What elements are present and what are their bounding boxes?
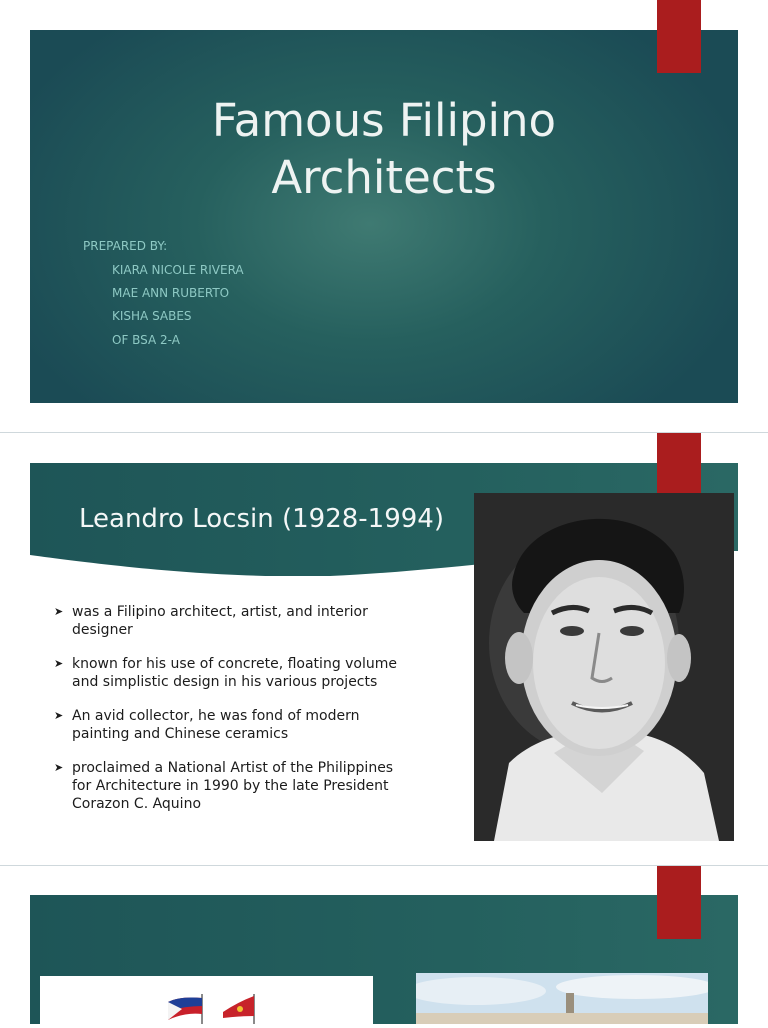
arrowhead-icon: ➤ bbox=[54, 605, 64, 618]
portrait-photo bbox=[474, 493, 734, 841]
author-section: OF BSA 2-A bbox=[112, 333, 180, 347]
arrowhead-icon: ➤ bbox=[54, 709, 64, 722]
bullet-text: known for his use of concrete, floating volume and simplistic design in his various projects bbox=[72, 656, 398, 690]
building-photo-left bbox=[40, 976, 373, 1024]
slide-divider bbox=[0, 865, 768, 866]
accent-tab bbox=[657, 866, 701, 939]
accent-tab bbox=[657, 0, 701, 73]
slide-title: Leandro Locsin (1928-1994) bbox=[79, 504, 444, 534]
bullet-text: An avid collector, he was fond of modern painting and Chinese ceramics bbox=[72, 708, 360, 742]
bullet-text: was a Filipino architect, artist, and interior designer bbox=[72, 604, 368, 638]
slide-title-line-2: Architects bbox=[271, 151, 497, 204]
portrait-illustration bbox=[474, 493, 734, 841]
flags-illustration bbox=[40, 976, 373, 1024]
author-name: MAE ANN RUBERTO bbox=[112, 286, 230, 300]
bullet-text: proclaimed a National Artist of the Philippines for Architecture in 1990 by the late President Corazon C. Aquino bbox=[72, 760, 394, 812]
sky-building-illustration bbox=[416, 973, 708, 1024]
arrowhead-icon: ➤ bbox=[54, 761, 64, 774]
bullet-item bbox=[54, 655, 410, 691]
bullet-item bbox=[54, 759, 410, 813]
bullet-item bbox=[54, 707, 410, 743]
bullet-list bbox=[54, 603, 410, 829]
arrowhead-icon: ➤ bbox=[54, 657, 64, 670]
bullet-item bbox=[54, 603, 410, 639]
slide-title bbox=[30, 92, 738, 206]
building-photo-right bbox=[416, 973, 708, 1024]
slide-title-line-1: Famous Filipino bbox=[211, 94, 557, 147]
prepared-by-label: PREPARED BY: bbox=[83, 239, 168, 253]
author-name: KISHA SABES bbox=[112, 309, 192, 323]
author-name: KIARA NICOLE RIVERA bbox=[112, 263, 244, 277]
slide-divider bbox=[0, 432, 768, 433]
